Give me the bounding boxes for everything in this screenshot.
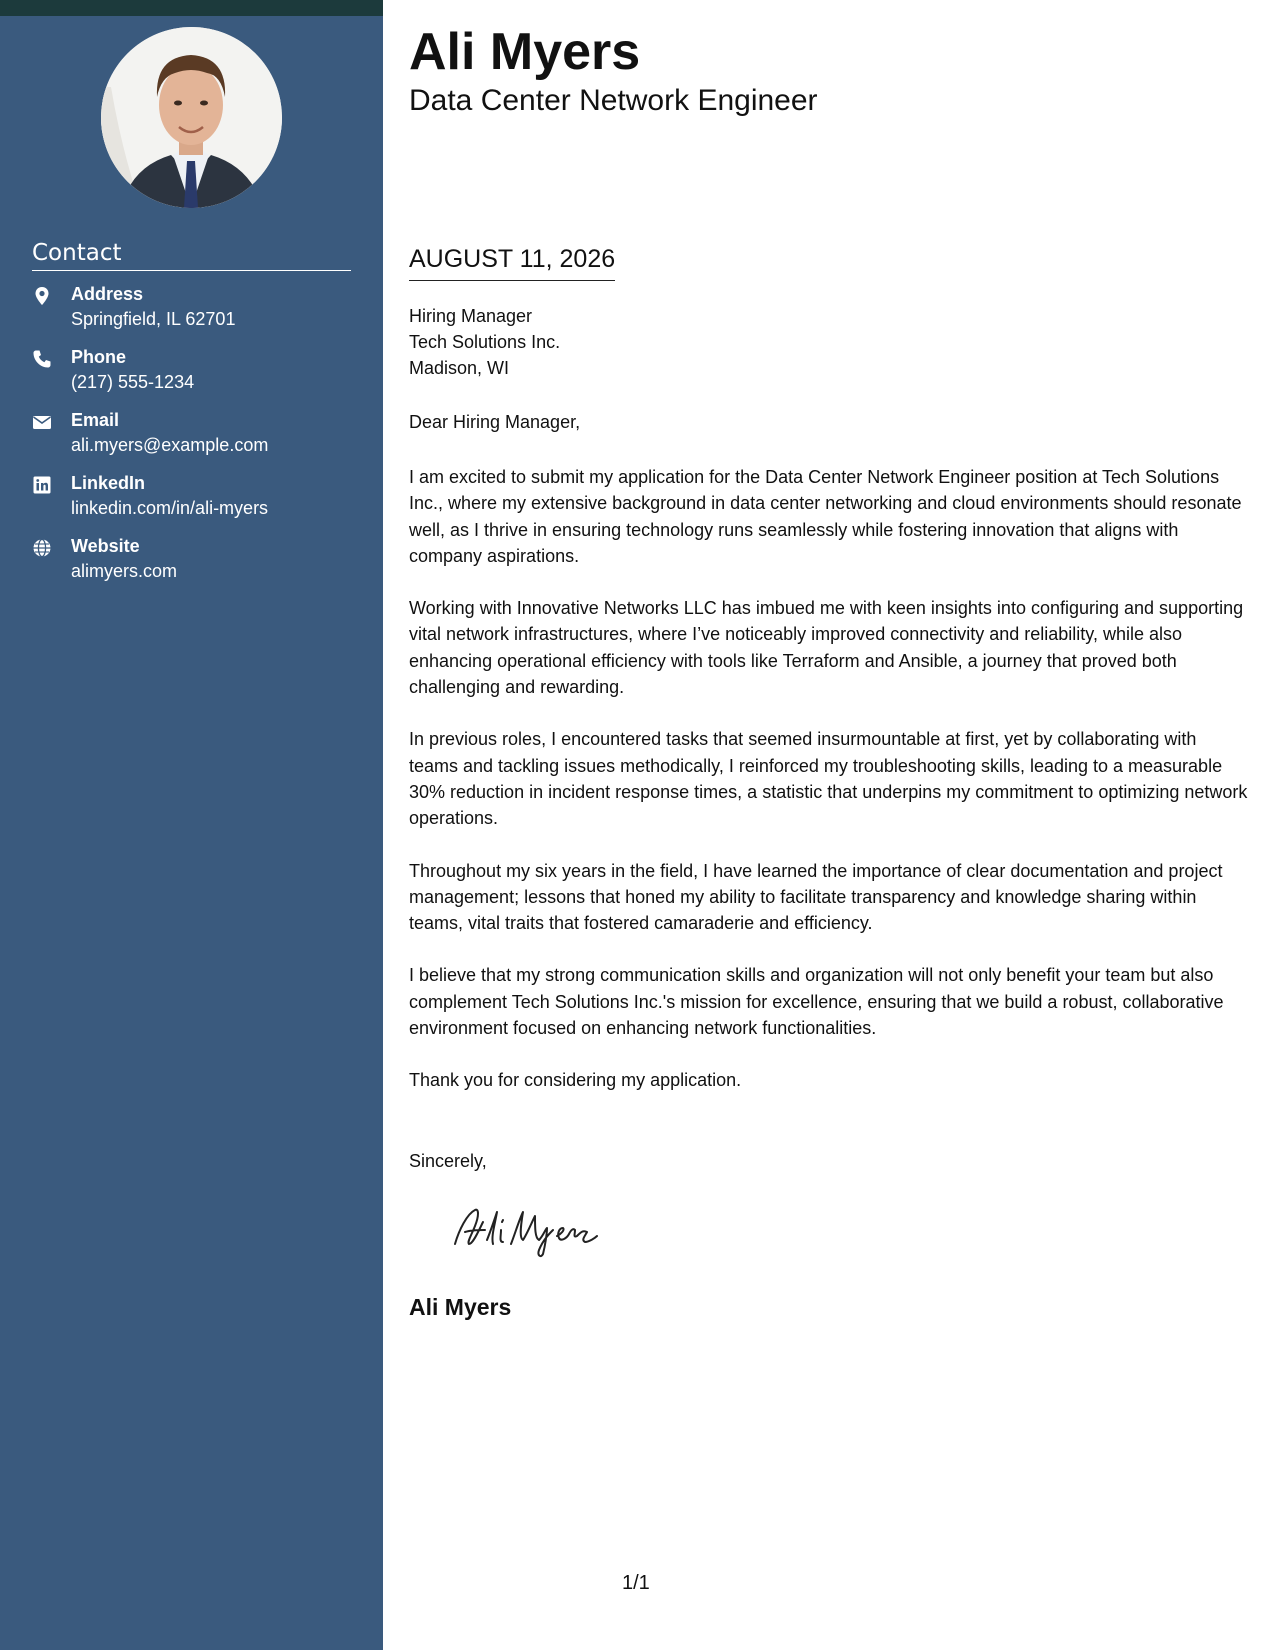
contact-label: Address bbox=[71, 284, 144, 304]
contact-label: Email bbox=[71, 410, 120, 430]
envelope-icon bbox=[32, 412, 52, 432]
location-pin-icon bbox=[32, 286, 52, 306]
contact-item-phone bbox=[32, 347, 372, 410]
applicant-name: Ali Myers bbox=[409, 23, 641, 81]
contact-label: Website bbox=[71, 536, 140, 556]
contact-item-address bbox=[32, 284, 372, 347]
contact-item-email bbox=[32, 410, 372, 473]
contact-heading: Contact bbox=[32, 240, 351, 271]
body-paragraph: Thank you for considering my application. bbox=[409, 1070, 742, 1091]
contact-value: alimyers.com bbox=[71, 561, 178, 581]
applicant-title: Data Center Network Engineer bbox=[409, 84, 818, 117]
contact-value: ali.myers@example.com bbox=[71, 435, 269, 455]
closing: Sincerely, bbox=[409, 1151, 487, 1171]
globe-icon bbox=[32, 538, 52, 558]
sidebar-top-bar bbox=[0, 0, 383, 16]
signer-name: Ali Myers bbox=[409, 1294, 512, 1320]
handwritten-signature bbox=[449, 1200, 649, 1260]
letter-body bbox=[409, 464, 1249, 1120]
body-paragraph: I believe that my strong communication skills and organization will not only benefit your team but also complement Tech Solutions Inc.'s mission for excellence, ensuring that we build a robust, collaborative environment focused on enhancing network functionalities. bbox=[409, 965, 1224, 1039]
recipient-line: Hiring Manager bbox=[409, 306, 533, 326]
linkedin-icon bbox=[32, 475, 52, 495]
contact-value: linkedin.com/in/ali-myers bbox=[71, 498, 269, 518]
salutation: Dear Hiring Manager, bbox=[409, 412, 581, 432]
contact-label: LinkedIn bbox=[71, 473, 146, 493]
phone-icon bbox=[32, 349, 52, 369]
recipient-line: Madison, WI bbox=[409, 358, 510, 378]
sidebar bbox=[0, 0, 383, 1650]
profile-photo bbox=[101, 27, 282, 208]
contact-item-linkedin bbox=[32, 473, 372, 536]
body-paragraph: Working with Innovative Networks LLC has imbued me with keen insights into configuring and supporting vital network infrastructures, where I’ve noticeably improved connectivity and reliability, while also enhancing operational efficiency with tools like Terraform and Ansible, a journey that proved both challenging and rewarding. bbox=[409, 598, 1244, 698]
recipient-line: Tech Solutions Inc. bbox=[409, 332, 561, 352]
body-paragraph: Throughout my six years in the field, I have learned the importance of clear documentation and project management; lessons that honed my ability to facilitate transparency and knowledge sharing within teams, vital traits that fostered camaraderie and efficiency. bbox=[409, 860, 1223, 934]
contact-value: Springfield, IL 62701 bbox=[71, 309, 236, 329]
contact-item-website bbox=[32, 536, 372, 599]
page-number: 1/1 bbox=[622, 1572, 650, 1594]
contact-list bbox=[32, 284, 372, 599]
contact-value: (217) 555-1234 bbox=[71, 372, 195, 392]
recipient-block bbox=[409, 303, 560, 381]
body-paragraph: In previous roles, I encountered tasks that seemed insurmountable at first, yet by collaborating with teams and tackling issues methodically, I reinforced my troubleshooting skills, leading to a measurable 30% reduction in incident response times, a statistic that underpins my commitment to optimizing network operations. bbox=[409, 729, 1248, 829]
letter-date: AUGUST 11, 2026 bbox=[409, 245, 615, 281]
body-paragraph: I am excited to submit my application for the Data Center Network Engineer position at Tech Solutions Inc., where my extensive background in data center networking and cloud environments should resonate well, as I thrive in ensuring technology runs seamlessly while fostering innovation that aligns with company aspirations. bbox=[409, 467, 1242, 566]
contact-label: Phone bbox=[71, 347, 127, 367]
